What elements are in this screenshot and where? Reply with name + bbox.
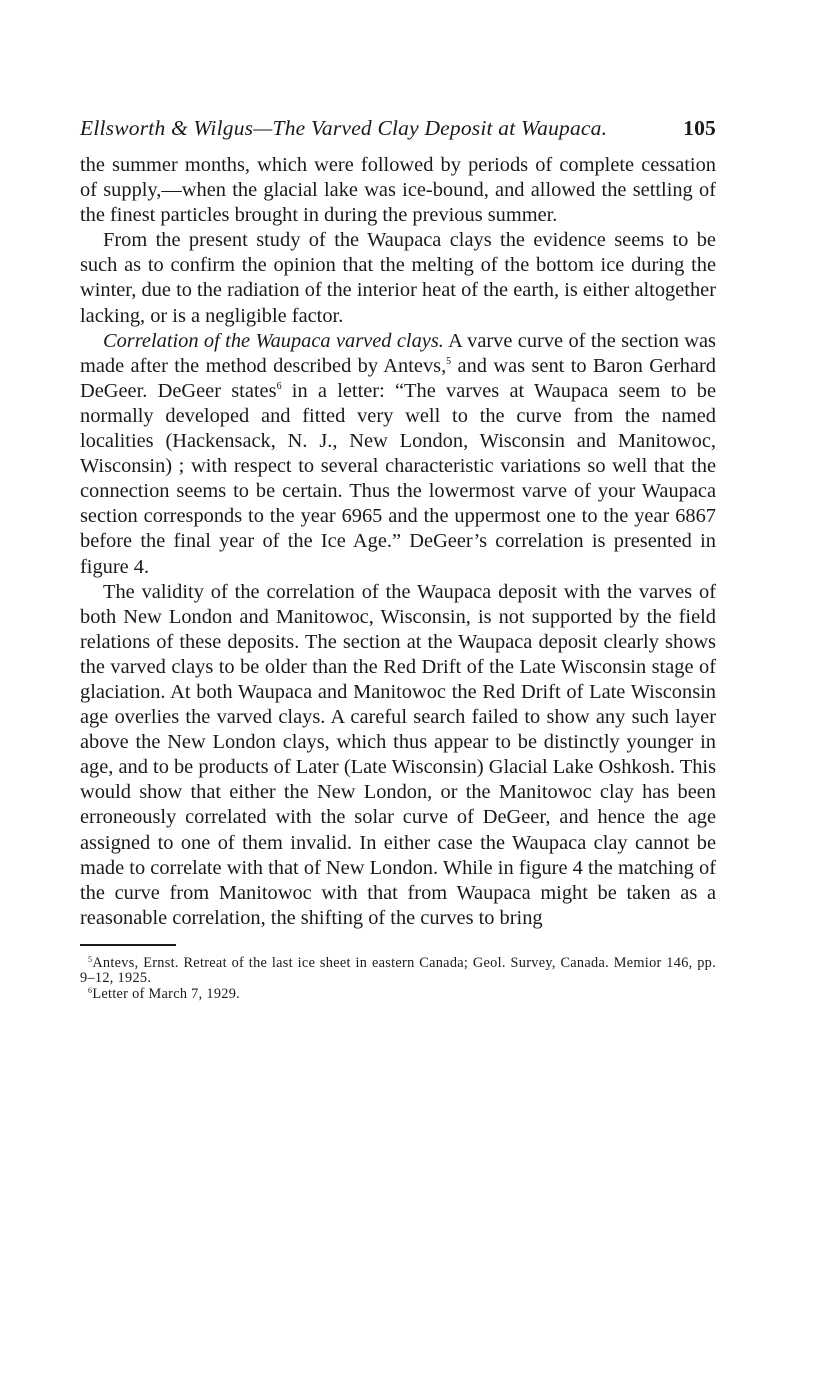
footnote-6 <box>80 987 716 1003</box>
footnote-marker: 6 <box>88 985 93 995</box>
paragraph-3-text-c: in a letter: “The varves at Waupaca seem to be normally developed and fitted very well to the curve from the named localities (Hackensack, N. J., New London, Wisconsin and Manitowoc, Wisconsin) ; with respect to several characteristic variations so well that the connection seems to be certain. Thus the lowermost varve of your Waupaca section corresponds to the year 6965 and the uppermost one to the year 6867 before the final year of the Ice Age.” DeGeer’s correlation is presented in figure 4. <box>80 379 716 578</box>
running-head <box>80 116 716 141</box>
paragraph-4: The validity of the correlation of the Waupaca deposit with the varves of both New London and Manitowoc, Wisconsin, is not supported by the field relations of these deposits. The section at the Waupaca deposit clearly shows the varved clays to be older than the Red Drift of the Late Wisconsin stage of glaciation. At both Waupaca and Manitowoc the Red Drift of Late Wisconsin age overlies the varved clays. A careful search failed to show any such layer above the New London clays, which thus appear to be distinctly younger in age, and to be products of Later (Late Wisconsin) Glacial Lake Oshkosh. This would show that either the New London, or the Manitowoc clay has been erroneously correlated with the solar curve of DeGeer, and hence the age assigned to one of them invalid. In either case the Waupaca clay cannot be made to correlate with that of New London. While in figure 4 the matching of the curve from Manitowoc with that from Waupaca might be taken as a reasonable correlation, the shifting of the curves to bring <box>80 580 717 929</box>
footnote-ref-6: 6 <box>276 380 282 392</box>
page <box>80 116 716 1002</box>
paragraph-1: the summer months, which were followed by periods of complete cessation of supply,—when the glacial lake was ice-bound, and allowed the settling of the finest particles brought in during the previous summer. <box>80 154 716 227</box>
footnote-text: Antevs, Ernst. Retreat of the last ice sheet in eastern Canada; Geol. Survey, Canada. Memior 146, pp. 9–12, 1925. <box>80 954 716 987</box>
paragraph-2: From the present study of the Waupaca clays the evidence seems to be such as to confirm the opinion that the melting of the bottom ice during the winter, due to the radiation of the interior heat of the earth, is either altogether lacking, or is a negligible factor. <box>80 229 716 327</box>
paragraph-3-text-a: A varve curve of the section was made after the method described by Antevs, <box>80 329 716 377</box>
footnotes <box>80 956 716 1003</box>
section-heading-correlation: Correlation of the Waupaca varved clays. <box>103 329 444 352</box>
footnote-ref-5: 5 <box>446 355 452 367</box>
footnote-5 <box>80 956 716 987</box>
footnote-marker: 5 <box>88 954 93 964</box>
paragraph-3 <box>80 329 716 580</box>
footnote-text: Letter of March 7, 1929. <box>92 985 241 1002</box>
running-title: Ellsworth & Wilgus—The Varved Clay Deposit at Waupaca. <box>80 116 608 140</box>
page-number: 105 <box>683 116 716 140</box>
paragraph-3-text-b: and was sent to Baron Gerhard DeGeer. DeGeer states <box>80 354 716 402</box>
footnote-divider <box>80 944 176 946</box>
body-text <box>80 153 716 931</box>
